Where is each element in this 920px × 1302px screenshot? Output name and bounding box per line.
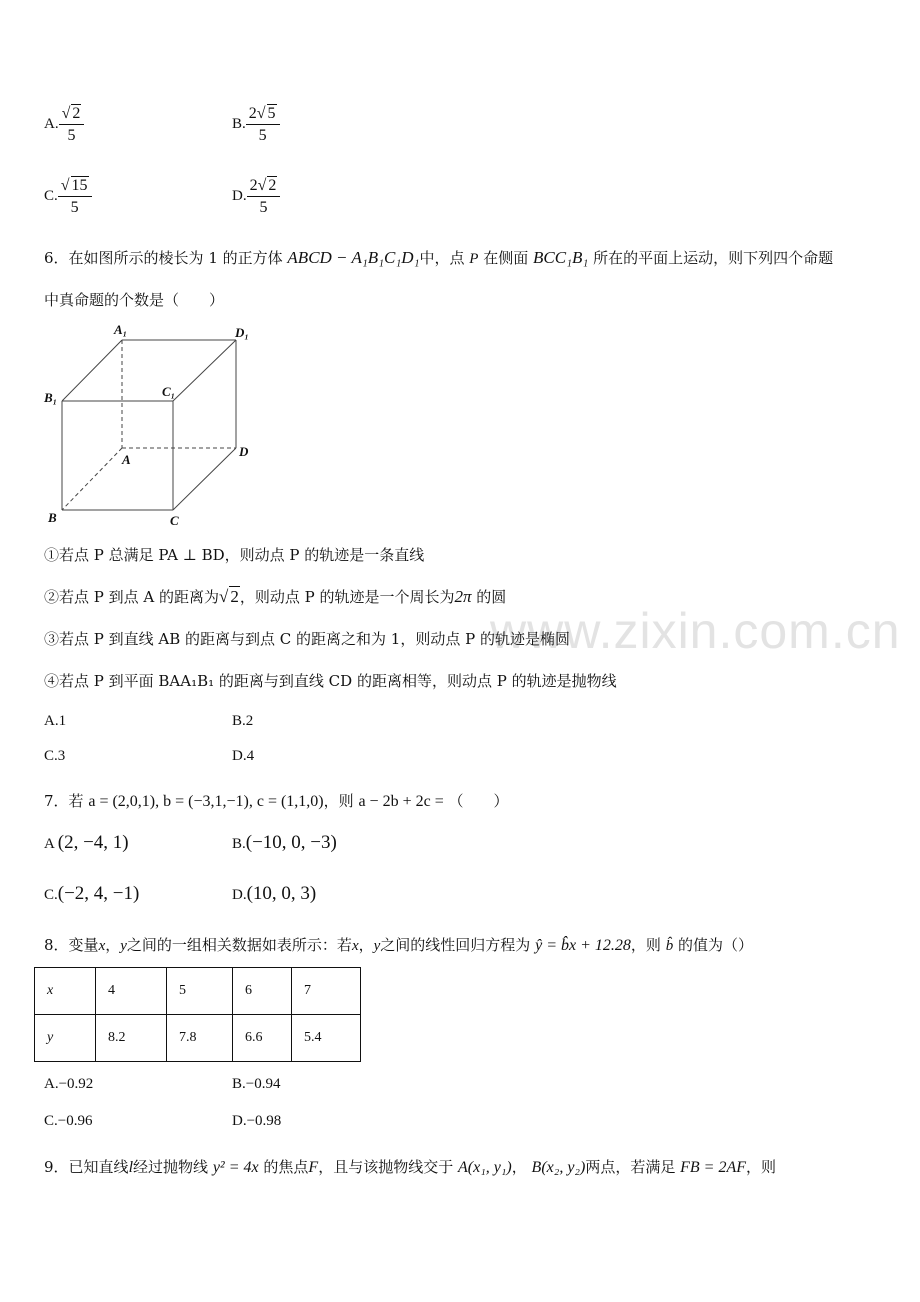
denominator: 5 xyxy=(67,127,76,144)
table-row xyxy=(35,1015,361,1062)
table-cell: 7 xyxy=(292,968,361,1015)
radicand: 15 xyxy=(71,177,88,194)
option-label: C. xyxy=(44,887,58,903)
q7-stem xyxy=(44,790,509,811)
label-d: D xyxy=(239,444,249,459)
option-label: D. xyxy=(232,187,247,204)
stem-text: 中，点 xyxy=(419,249,465,267)
fraction: $\frac{2√ 2}{5}$ xyxy=(247,176,281,217)
q7-option-d xyxy=(232,883,316,905)
separator: ， xyxy=(105,936,121,954)
denominator: 5 xyxy=(259,199,268,216)
stem-text: ，则动点 P 的轨迹是一个周长为 xyxy=(239,588,455,606)
option-label: B. xyxy=(232,836,246,852)
table-cell: 6 xyxy=(233,968,292,1015)
line-l: l xyxy=(128,1159,134,1176)
stem-text: 之间的一组相关数据如表所示：若 xyxy=(126,936,352,954)
label-a: A xyxy=(122,452,131,467)
question-number: 7． xyxy=(44,792,69,810)
option-label: A. xyxy=(44,115,59,132)
question-number: 8． xyxy=(44,936,69,954)
question-number: 6． xyxy=(44,249,69,267)
stem-text: 在侧面 xyxy=(483,249,529,267)
q7-option-a xyxy=(44,832,129,854)
label-c1: C₁ xyxy=(162,384,176,399)
fraction: $\frac{√ 2}{5}$ xyxy=(59,104,85,145)
stem-text: ，则 xyxy=(323,792,354,810)
q6-statement-4: ④若点 P 到平面 BAA₁B₁ 的距离与到直线 CD 的距离相等，则动点 P 的轨迹是抛物线 xyxy=(44,672,617,690)
q6-statement-1: ①若点 P 总满足 PA ⊥ BD，则动点 P 的轨迹是一条直线 xyxy=(44,546,425,564)
stem-text: 变量 xyxy=(68,936,99,954)
b-hat: b̂ xyxy=(665,938,674,954)
table-cell: 4 xyxy=(96,968,167,1015)
label-a1: A₁ xyxy=(114,322,128,337)
vector-definitions: a = (2,0,1), b = (−3,1,−1), c = (1,1,0) xyxy=(88,793,324,810)
table-cell: 5.4 xyxy=(292,1015,361,1062)
option-label: C. xyxy=(44,187,58,204)
q6-option-c: C.3 xyxy=(44,748,66,764)
fraction: $\frac{√ 15}{5}$ xyxy=(58,176,92,217)
cube-name: ABCD − A₁B₁C₁D₁ xyxy=(287,248,420,267)
table-cell: x xyxy=(35,968,96,1015)
stem-text: ，且与该抛物线交于 xyxy=(318,1158,454,1176)
option-label: B. xyxy=(232,115,246,132)
q5-option-c xyxy=(44,176,92,217)
separator: ， xyxy=(511,1158,527,1176)
stem-text: ②若点 P 到点 A 的距离为 xyxy=(44,588,219,606)
stem-text: 之间的线性回归方程为 xyxy=(380,936,531,954)
radicand: 2 xyxy=(230,587,239,606)
radicand: 2 xyxy=(268,177,277,194)
radicand: 2 xyxy=(72,105,81,122)
table-row xyxy=(35,968,361,1015)
q6-statement-3: ③若点 P 到直线 AB 的距离与到点 C 的距离之和为 1，则动点 P 的轨迹是椭圆 xyxy=(44,630,570,648)
option-value: (10, 0, 3) xyxy=(246,883,317,904)
stem-text: 所在的平面上运动，则下列四个命题 xyxy=(593,249,834,267)
q6-stem-line2: 中真命题的个数是（ ） xyxy=(44,291,225,309)
focus-f: F xyxy=(308,1159,319,1176)
q9-stem xyxy=(44,1156,776,1177)
option-value: (−2, 4, −1) xyxy=(57,883,140,904)
variable-x: x xyxy=(98,938,106,954)
q6-statement-2: ②若点 P 到点 A 的距离为√ 2，则动点 P 的轨迹是一个周长为2π 的圆 xyxy=(44,587,507,606)
vector-condition: FB = 2AF xyxy=(680,1159,746,1176)
q5-option-d xyxy=(232,176,280,217)
point-b: B(x₂, y₂) xyxy=(531,1159,586,1176)
point-a: A(x₁, y₁) xyxy=(457,1159,512,1176)
parabola-equation: y² = 4x xyxy=(212,1159,259,1176)
stem-text: 若 xyxy=(68,792,84,810)
label-d1: D₁ xyxy=(235,325,249,340)
data-table xyxy=(34,967,361,1062)
q6-stem-line1 xyxy=(44,247,833,268)
question-number: 9． xyxy=(44,1158,69,1176)
coefficient: 2 xyxy=(249,177,258,194)
table-cell: 7.8 xyxy=(167,1015,233,1062)
q8-option-c: C.−0.96 xyxy=(44,1113,93,1129)
vector-expression: a − 2b + 2c = xyxy=(358,793,444,810)
table-cell: 8.2 xyxy=(96,1015,167,1062)
stem-text: 经过抛物线 xyxy=(133,1158,209,1176)
label-c: C xyxy=(170,513,179,528)
cube-figure xyxy=(40,318,270,530)
q6-option-d: D.4 xyxy=(232,748,255,764)
fraction: $\frac{2√ 5}{5}$ xyxy=(246,104,280,145)
stem-text: 已知直线 xyxy=(68,1158,129,1176)
q5-option-a xyxy=(44,104,84,145)
variable-y: y xyxy=(373,938,381,954)
regression-equation: ŷ = b̂x + 12.28 xyxy=(535,937,631,954)
q5-option-b xyxy=(232,104,280,145)
separator: ， xyxy=(358,936,374,954)
stem-text: 的值为（） xyxy=(677,936,753,954)
stem-text: ，则 xyxy=(746,1158,777,1176)
variable-x: x xyxy=(351,938,359,954)
option-value: (−10, 0, −3) xyxy=(245,832,337,853)
q6-option-a: A.1 xyxy=(44,713,67,729)
label-b: B xyxy=(48,510,57,525)
q7-option-c xyxy=(44,883,139,905)
watermark: www.zixin.com.cn xyxy=(490,603,901,659)
variable-y: y xyxy=(120,938,127,954)
stem-text: 两点，若满足 xyxy=(585,1158,676,1176)
table-cell: 6.6 xyxy=(233,1015,292,1062)
stem-text: 的圆 xyxy=(476,588,507,606)
coefficient: 2 xyxy=(248,105,257,122)
q8-option-a: A.−0.92 xyxy=(44,1076,94,1092)
q7-option-b xyxy=(232,832,337,854)
q6-option-b: B.2 xyxy=(232,713,254,729)
stem-text: 在如图所示的棱长为 1 的正方体 xyxy=(68,249,283,267)
label-b1: B₁ xyxy=(44,390,58,405)
stem-text: 的焦点 xyxy=(263,1158,309,1176)
perimeter: 2π xyxy=(454,587,472,606)
face-name: BCC₁B₁ xyxy=(533,248,589,267)
option-label: D. xyxy=(232,887,247,903)
table-cell: y xyxy=(35,1015,96,1062)
q8-stem xyxy=(44,934,753,955)
radicand: 5 xyxy=(267,105,276,122)
denominator: 5 xyxy=(258,127,267,144)
denominator: 5 xyxy=(70,199,79,216)
table-cell: 5 xyxy=(167,968,233,1015)
stem-text: ，则 xyxy=(630,936,661,954)
q8-option-d: D.−0.98 xyxy=(232,1113,282,1129)
point-p: P xyxy=(469,251,479,267)
option-label: A xyxy=(44,836,55,852)
option-value: (2, −4, 1) xyxy=(57,832,129,853)
q8-option-b: B.−0.94 xyxy=(232,1076,281,1092)
answer-blank: （ ） xyxy=(448,792,509,810)
